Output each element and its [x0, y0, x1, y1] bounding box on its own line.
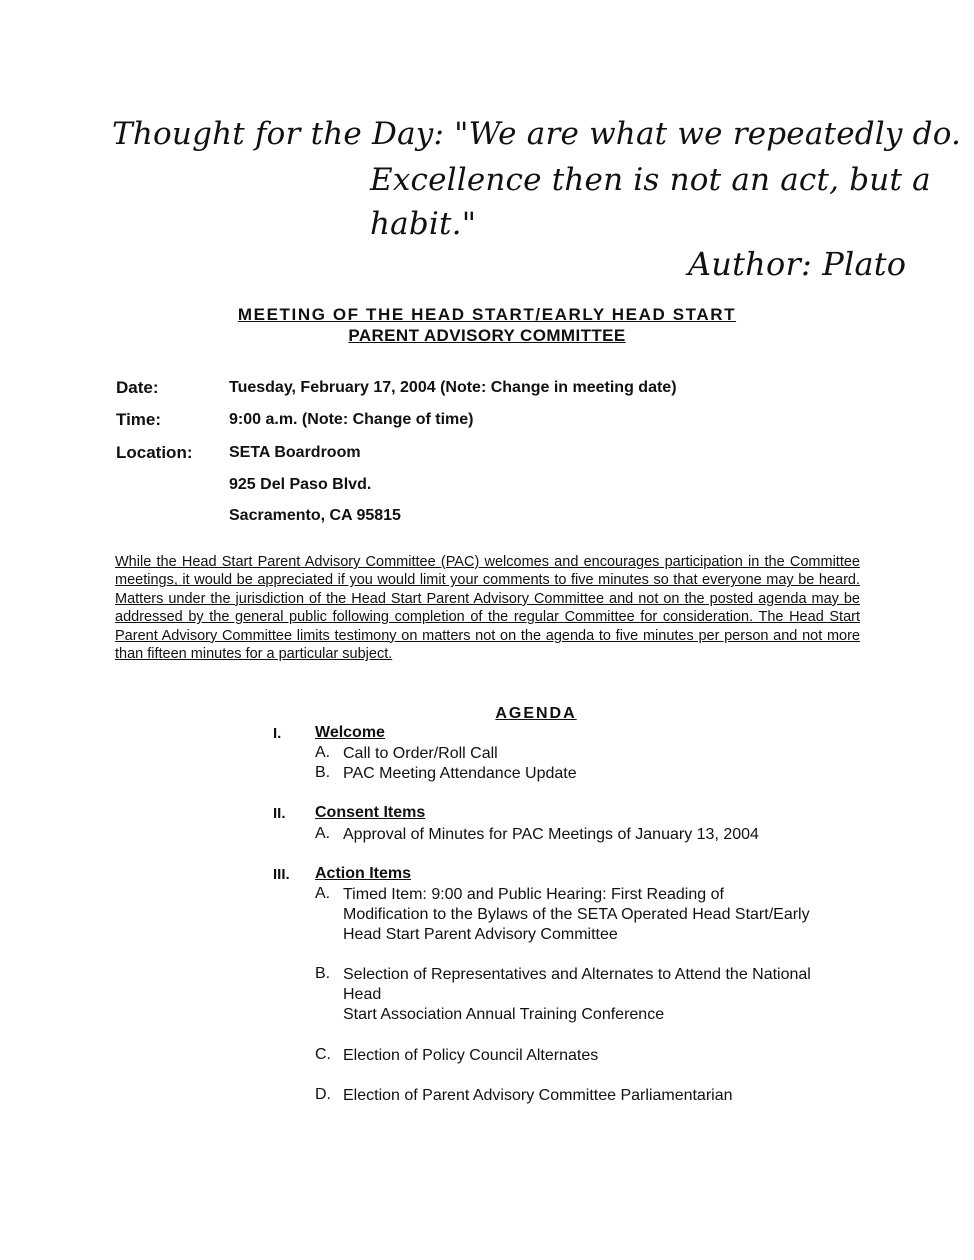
quote-line-1: Thought for the Day: "We are what we repeatedly do.	[112, 116, 962, 152]
item-letter: B.	[315, 764, 331, 781]
agenda-item: Election of Policy Council Alternates	[343, 1047, 599, 1064]
location-line-1: SETA Boardroom	[229, 444, 361, 461]
date-label: Date:	[116, 378, 159, 397]
agenda-item-line: Start Association Annual Training Conference	[343, 1006, 665, 1023]
agenda-item-line: Head Start Parent Advisory Committee	[343, 926, 618, 943]
section-numeral: II.	[273, 805, 286, 822]
agenda-item: Approval of Minutes for PAC Meetings of January 13, 2004	[343, 826, 759, 843]
item-letter: A.	[315, 885, 331, 902]
agenda-item-line: Modification to the Bylaws of the SETA Operated Head Start/Early	[343, 906, 810, 923]
agenda-item: Election of Parent Advisory Committee Parliamentarian	[343, 1087, 733, 1104]
section-title-welcome: Welcome	[315, 724, 385, 741]
public-comment-notice: While the Head Start Parent Advisory Committee (PAC) welcomes and encourages participation in the Committee meetings, it would be appreciated if you would limit your comments to five minutes so that everyone may be heard. Matters under the jurisdiction of the Head Start Parent Advisory Committee and not on the posted agenda may be addressed by the general public following completion of the regular Committee for consideration. The Head Start Parent Advisory Committee limits testimony on matters not on the agenda to five minutes per person and not more than fifteen minutes for a particular subject.	[115, 554, 860, 663]
item-letter: A.	[315, 825, 331, 842]
quote-author: Author: Plato	[688, 245, 907, 283]
section-numeral: I.	[273, 725, 282, 742]
quote-line-2: Excellence then is not an act, but a	[370, 162, 931, 198]
location-line-2: 925 Del Paso Blvd.	[229, 476, 372, 493]
agenda-heading: AGENDA	[495, 705, 577, 722]
location-line-3: Sacramento, CA 95815	[229, 507, 401, 524]
agenda-item-line: Timed Item: 9:00 and Public Hearing: First Reading of	[343, 886, 724, 903]
item-letter: A.	[315, 744, 331, 761]
agenda-item-line: Head	[343, 986, 382, 1003]
item-letter: B.	[315, 965, 331, 982]
location-label: Location:	[116, 443, 193, 462]
time-value: 9:00 a.m. (Note: Change of time)	[229, 411, 474, 428]
section-numeral: III.	[273, 866, 290, 883]
section-title-consent-items: Consent Items	[315, 804, 426, 821]
agenda-item-line: Selection of Representatives and Alternates to Attend the National	[343, 966, 811, 983]
item-letter: D.	[315, 1086, 331, 1103]
agenda-item: Call to Order/Roll Call	[343, 745, 498, 762]
item-letter: C.	[315, 1046, 331, 1063]
quote-line-3: habit."	[370, 206, 477, 242]
date-value: Tuesday, February 17, 2004 (Note: Change in meeting date)	[229, 379, 677, 396]
agenda-item: PAC Meeting Attendance Update	[343, 765, 577, 782]
meeting-title: MEETING OF THE HEAD START/EARLY HEAD START	[237, 305, 737, 324]
committee-title: PARENT ADVISORY COMMITTEE	[348, 326, 626, 345]
time-label: Time:	[116, 410, 162, 429]
section-title-action-items: Action Items	[315, 865, 412, 882]
